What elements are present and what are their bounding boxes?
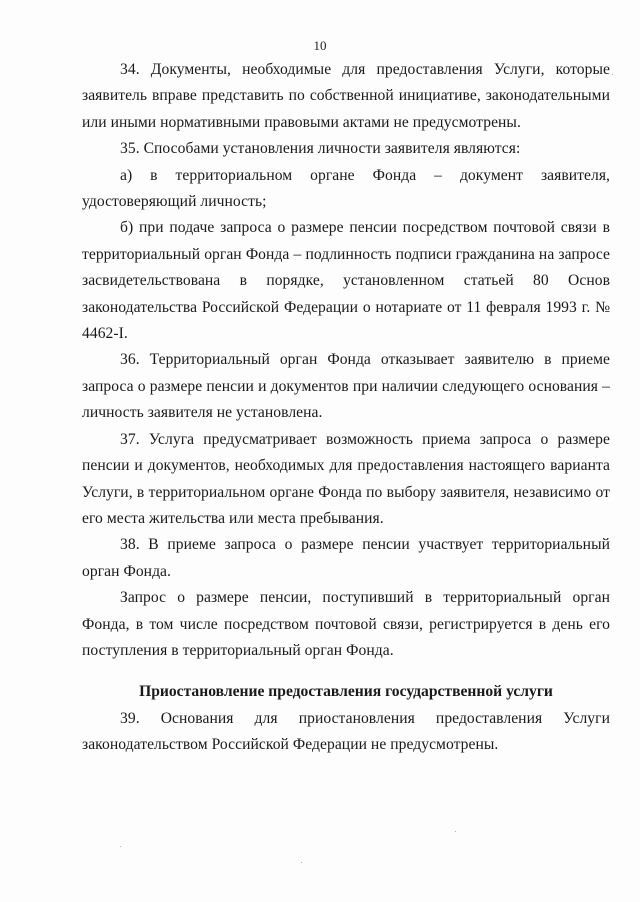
scan-speck xyxy=(301,862,302,863)
scan-speck xyxy=(612,74,613,75)
paragraph-36: 36. Территориальный орган Фонда отказывает заявителю в приеме запроса о размере пенсии и документов при наличии следующего основания – личность заявителя не установлена. xyxy=(82,351,610,422)
paragraph-34: 34. Документы, необходимые для предоставления Услуги, которые заявитель вправе представить по собственной инициативе, законодательными или иными нормативными правовыми актами не предусмотрены. xyxy=(82,61,610,131)
scan-speck xyxy=(120,846,121,847)
paragraph-38: 38. В приеме запроса о размере пенсии участвует территориальный орган Фонда. xyxy=(82,536,610,580)
paragraph-35: 35. Способами установления личности заявителя являются: xyxy=(120,140,521,158)
section-heading: Приостановление предоставления государственной услуги xyxy=(139,683,553,700)
document-body xyxy=(82,57,610,664)
paragraph-39: 39. Основания для приостановления предоставления Услуги законодательством Российской Федерации не предусмотрены. xyxy=(82,710,610,754)
scan-speck xyxy=(455,831,456,832)
page-number: 10 xyxy=(313,38,327,53)
paragraph-38-registration: Запрос о размере пенсии, поступивший в территориальный орган Фонда, в том числе посредством почтовой связи, регистрируется в день его поступления в территориальный орган Фонда. xyxy=(82,589,610,659)
document-body-after-heading xyxy=(82,706,610,759)
paragraph-35-a: а) в территориальном органе Фонда – документ заявителя, удостоверяющий личность; xyxy=(82,166,610,211)
paragraph-35-b: б) при подаче запроса о размере пенсии посредством почтовой связи в территориальный орган Фонда – подлинность подписи гражданина на запросе засвидетельствована в порядке, установленном статьей 80 Основ законодательства Российской Федерации о нотариате от 11 февраля 1993 г. № 4462-I. xyxy=(82,219,610,343)
paragraph-37: 37. Услуга предусматривает возможность приема запроса о размере пенсии и документов, необходимых для предоставления настоящего варианта Услуги, в территориальном органе Фонда по выбору заявителя, независимо от его места жительства или места пребывания. xyxy=(82,430,610,527)
